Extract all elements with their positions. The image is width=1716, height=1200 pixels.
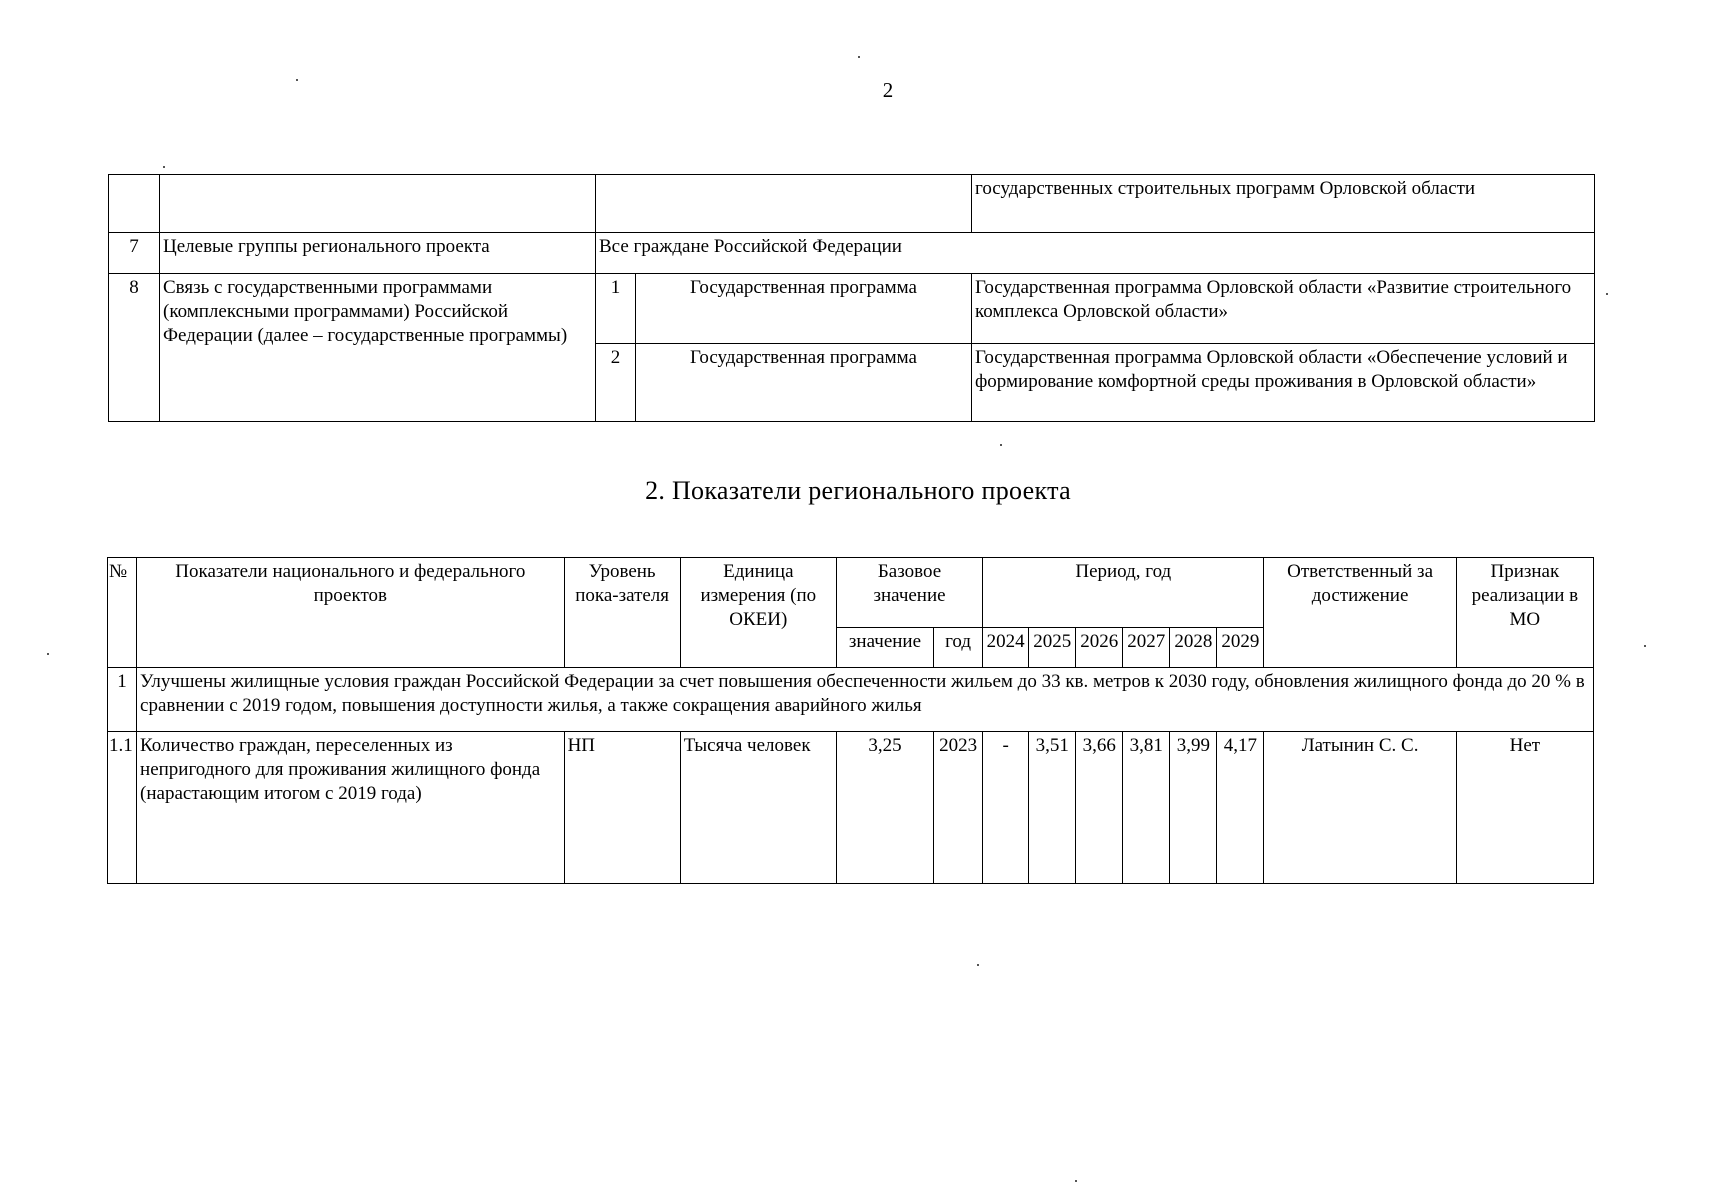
year-value: 3,66 xyxy=(1076,732,1123,884)
program-type: Государственная программа xyxy=(636,344,972,422)
table-row xyxy=(109,233,1595,274)
row-label: Связь с государственными программами (комплексными программами) Российской Федерации (далее – государственные программы) xyxy=(160,274,596,422)
scan-speck xyxy=(1606,293,1608,295)
header-base-year: год xyxy=(934,628,983,668)
program-name: Государственная программа Орловской области «Развитие строительного комплекса Орловской области» xyxy=(972,274,1595,344)
indicators-table xyxy=(107,557,1594,884)
table-row xyxy=(108,732,1594,884)
scan-speck xyxy=(47,653,49,655)
header-indicators: Показатели национального и федерального проектов xyxy=(137,558,565,668)
indicator-name: Количество граждан, переселенных из непригодного для проживания жилищного фонда (нарастающим итогом с 2019 года) xyxy=(137,732,565,884)
responsible-person: Латынин С. С. xyxy=(1264,732,1456,884)
scan-speck xyxy=(1000,444,1002,446)
section-title: 2. Показатели регионального проекта xyxy=(645,476,1071,505)
header-year: 2025 xyxy=(1029,628,1076,668)
indicator-number: 1.1 xyxy=(108,732,137,884)
table-row xyxy=(109,175,1595,233)
header-period: Период, год xyxy=(983,558,1264,628)
program-number: 2 xyxy=(596,344,636,422)
base-value: 3,25 xyxy=(836,732,933,884)
cell-continuation: государственных строительных программ Орловской области xyxy=(972,175,1595,233)
year-value: 3,51 xyxy=(1029,732,1076,884)
table-row xyxy=(109,274,1595,344)
header-year: 2028 xyxy=(1170,628,1217,668)
scan-speck xyxy=(858,56,860,58)
header-level: Уровень пока-зателя xyxy=(564,558,680,668)
goal-number: 1 xyxy=(108,668,137,732)
year-value: - xyxy=(983,732,1029,884)
cell-empty xyxy=(596,175,972,233)
header-unit: Единица измерения (по ОКЕИ) xyxy=(680,558,836,668)
program-name: Государственная программа Орловской области «Обеспечение условий и формирование комфортной среды проживания в Орловской области» xyxy=(972,344,1595,422)
scan-speck xyxy=(296,79,298,81)
header-row xyxy=(108,558,1594,628)
scan-speck xyxy=(1644,645,1646,647)
row-value: Все граждане Российской Федерации xyxy=(596,233,1595,274)
cell-empty xyxy=(160,175,596,233)
row-label: Целевые группы регионального проекта xyxy=(160,233,596,274)
scan-speck xyxy=(977,964,979,966)
indicator-level: НП xyxy=(564,732,680,884)
project-info-table xyxy=(108,174,1595,422)
header-year: 2029 xyxy=(1217,628,1264,668)
goal-row xyxy=(108,668,1594,732)
row-number: 7 xyxy=(109,233,160,274)
cell-empty xyxy=(109,175,160,233)
year-value: 4,17 xyxy=(1217,732,1264,884)
header-base-value: значение xyxy=(836,628,933,668)
program-number: 1 xyxy=(596,274,636,344)
indicator-unit: Тысяча человек xyxy=(680,732,836,884)
program-type: Государственная программа xyxy=(636,274,972,344)
year-value: 3,99 xyxy=(1170,732,1217,884)
header-responsible: Ответственный за достижение xyxy=(1264,558,1456,668)
scan-speck xyxy=(1075,1180,1077,1182)
header-year: 2026 xyxy=(1076,628,1123,668)
goal-text: Улучшены жилищные условия граждан Российской Федерации за счет повышения обеспеченности жильем до 33 кв. метров к 2030 году, обновления жилищного фонда до 20 % в сравнении с 2019 годом, повышения доступности жилья, а также сокращения аварийного жилья xyxy=(137,668,1594,732)
header-year: 2024 xyxy=(983,628,1029,668)
header-sign: Признак реализации в МО xyxy=(1456,558,1593,668)
header-year: 2027 xyxy=(1123,628,1170,668)
page-number: 2 xyxy=(882,78,894,102)
implementation-sign: Нет xyxy=(1456,732,1593,884)
base-year: 2023 xyxy=(934,732,983,884)
scan-speck xyxy=(163,166,165,168)
header-num: № xyxy=(108,558,137,668)
year-value: 3,81 xyxy=(1123,732,1170,884)
row-number: 8 xyxy=(109,274,160,422)
header-base: Базовое значение xyxy=(836,558,982,628)
